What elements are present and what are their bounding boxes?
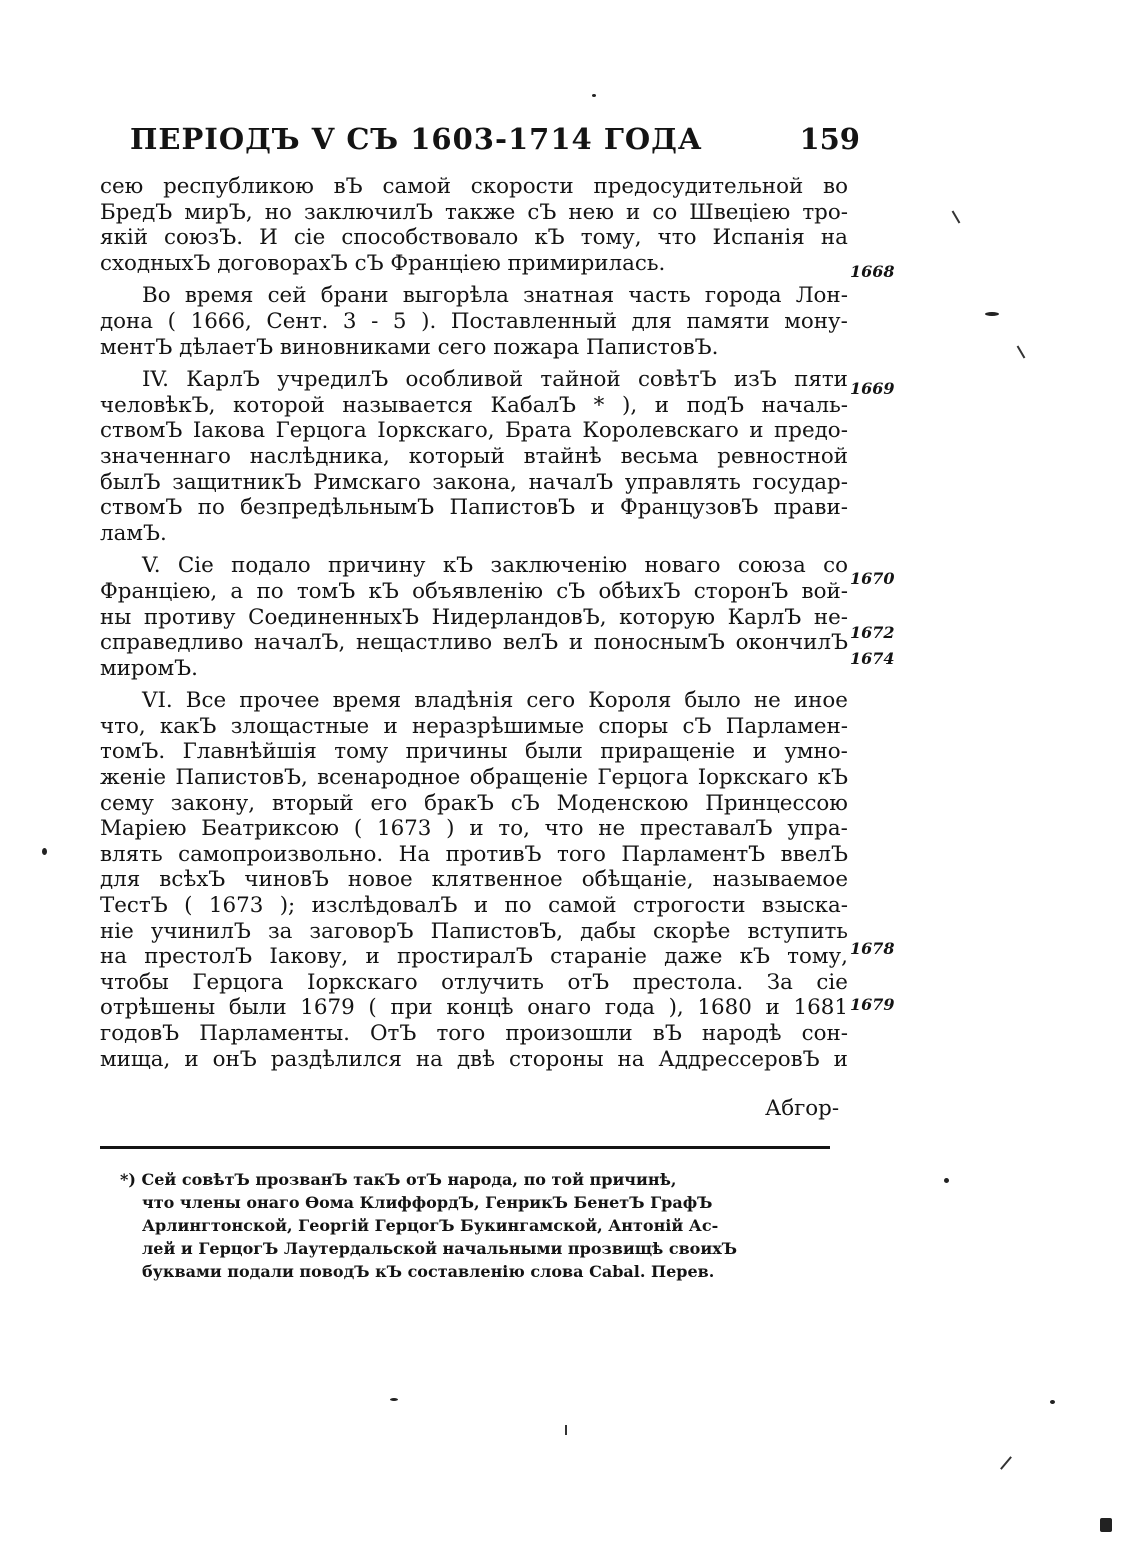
margin-year: 1672: [850, 623, 895, 642]
text-line: IV. КарлЪ учредилЪ особливой тайной совѣтЪ изЪ пяти: [142, 367, 848, 393]
margin-year: 1669: [850, 379, 895, 398]
margin-year: 1674: [850, 649, 895, 668]
scan-speck: [42, 848, 47, 855]
paragraph-gap: [100, 360, 848, 367]
text-line: томЪ. Главнѣйшія тому причины были приращеніе и умно-: [100, 739, 848, 765]
scan-mark: [1017, 345, 1026, 358]
footnote: [120, 1168, 840, 1283]
text-line: ніе учинилЪ за заговорЪ ПапистовЪ, дабы скорѣе вступить: [100, 918, 848, 944]
text-line: VI. Все прочее время владѣнія сего Короля было не иное: [142, 688, 848, 714]
footnote-rule: [100, 1146, 830, 1149]
scan-mark: [565, 1425, 567, 1435]
scan-mark: [1000, 1456, 1012, 1470]
margin-year: 1678: [850, 939, 895, 958]
text-line: что, какЪ злощастные и неразрѣшимые споры сЪ Парламен-: [100, 713, 848, 739]
scan-speck: [390, 1398, 398, 1401]
text-line: женіе ПапистовЪ, всенародное обращеніе Герцога Іоркскаго кЪ: [100, 765, 848, 791]
page-number: 159: [799, 122, 860, 156]
text-line: справедливо началЪ, нещастливо велЪ и поноснымЪ окончилЪ: [100, 630, 848, 656]
scan-speck: [985, 312, 999, 316]
text-line: сею республикою вЪ самой скорости предосудительной во: [100, 174, 848, 199]
margin-year: 1679: [850, 995, 895, 1014]
text-line: годовЪ Парламенты. ОтЪ того произошли вЪ народѣ сон-: [100, 1021, 848, 1046]
text-line: значеннаго наслѣдника, который втайнѣ весьма ревностной: [100, 443, 848, 469]
text-line: Маріею Беатриксою ( 1673 ) и то, что не преставалЪ упра-: [100, 816, 848, 842]
text-line: влять самопроизвольно. На противЪ того ПарламентЪ ввелЪ: [100, 841, 848, 867]
text-line: Во время сей брани выгорѣла знатная часть города Лон-: [142, 283, 848, 309]
scan-speck: [1100, 1518, 1112, 1532]
running-title: ПЕРІОДЪ V СЪ 1603-1714 ГОДА: [130, 122, 703, 156]
text-line: V. Сіе подало причину кЪ заключенію новаго союза со: [142, 553, 848, 579]
paragraph-gap: [100, 546, 848, 553]
text-line: на престолЪ Іакову, и простиралЪ стараніе даже кЪ тому,: [100, 944, 848, 970]
text-line: ствомЪ по безпредѣльнымЪ ПапистовЪ и ФранцузовЪ прави-: [100, 495, 848, 521]
text-line: ны противу СоединенныхЪ НидерландовЪ, которую КарлЪ не-: [100, 604, 848, 630]
margin-year: 1670: [850, 569, 895, 588]
footnote-line: буквами подали поводЪ кЪ составленію слова Cabal. Перев.: [142, 1262, 715, 1281]
running-header: [100, 118, 860, 164]
text-line: былЪ защитникЪ Римскаго закона, началЪ управлять государ-: [100, 469, 848, 495]
footnote-line: Арлингтонской, Георгій ГерцогЪ Букингамской, Антоній Ас-: [142, 1216, 719, 1235]
footnote-line: *) Сей совѣтЪ прозванЪ такЪ отЪ народа, по той причинѣ,: [120, 1170, 677, 1189]
catchword: Абгор-: [765, 1096, 840, 1121]
text-line: человѣкЪ, которой называется КабалЪ * ), и подЪ началь-: [100, 392, 848, 418]
scan-speck: [592, 94, 596, 97]
text-line: Франціею, а по томЪ кЪ объявленію сЪ обѣихЪ сторонЪ вой-: [100, 578, 848, 604]
footnote-line: лей и ГерцогЪ Лаутердальской начальными прозвищѣ своихЪ: [142, 1239, 738, 1258]
text-line: для всѣхЪ чиновЪ новое клятвенное обѣщаніе, называемое: [100, 867, 848, 893]
text-line: отрѣшены были 1679 ( при концѣ онаго года ), 1680 и 1681: [100, 995, 848, 1021]
main-text: [100, 174, 848, 1072]
scan-speck: [1050, 1400, 1055, 1404]
text-line: ментЪ дѣлаетЪ виновниками сего пожара ПапистовЪ.: [100, 334, 719, 360]
scan-mark: [952, 210, 961, 223]
text-line: ламЪ.: [100, 520, 167, 546]
text-line: сходныхЪ договорахЪ сЪ Франціею примирилась.: [100, 250, 666, 276]
text-line: ствомЪ Іакова Герцога Іоркскаго, Брата Королевскаго и предо-: [100, 418, 848, 444]
text-line: дона ( 1666, Сент. 3 - 5 ). Поставленный для памяти мону-: [100, 308, 848, 334]
text-line: БредЪ мирЪ, но заключилЪ также сЪ нею и со Швеціею тро-: [100, 199, 848, 225]
text-line: чтобы Герцога Іоркскаго отлучить отЪ престола. За сіе: [100, 969, 848, 995]
footnote-line: что члены онаго Ѳома КлиффордЪ, ГенрикЪ БенетЪ ГрафЪ: [142, 1193, 713, 1212]
scan-speck: [944, 1178, 949, 1183]
text-line: сему закону, вторый его бракЪ сЪ Моденскою Принцессою: [100, 790, 848, 816]
text-line: ТестЪ ( 1673 ); изслѣдовалЪ и по самой строгости взыска-: [100, 893, 848, 919]
paragraph-gap: [100, 276, 848, 283]
text-line: якій союзЪ. И сіе способствовало кЪ тому, что Испанія на: [100, 225, 848, 251]
text-line: мища, и онЪ раздѣлился на двѣ стороны на АддрессеровЪ и: [100, 1046, 848, 1072]
paragraph-gap: [100, 681, 848, 688]
text-line: миромЪ.: [100, 655, 198, 681]
margin-year: 1668: [850, 262, 895, 281]
